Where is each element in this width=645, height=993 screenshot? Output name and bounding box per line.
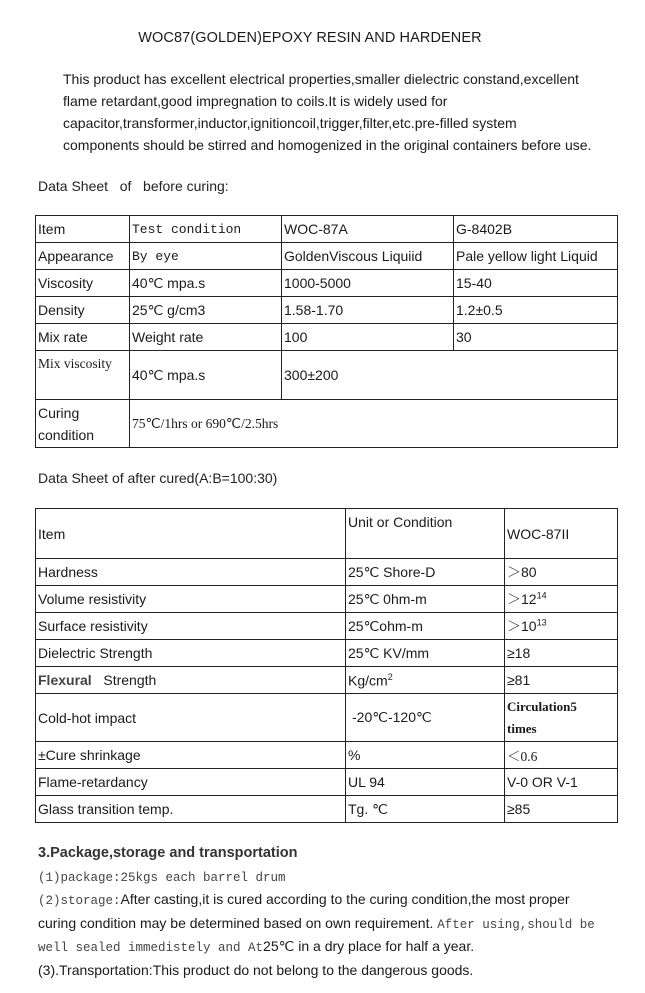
table-cell: ＜0.6: [505, 742, 618, 769]
storage-text-mono: well sealed immedistely and At: [38, 941, 264, 956]
storage-text: 25℃ in a dry place for half a year.: [263, 938, 475, 955]
table-cell: Tg. ℃: [346, 796, 505, 823]
storage-text-mono: After using,should be: [437, 917, 595, 932]
table-row: [36, 694, 618, 742]
table-cell: [505, 586, 618, 613]
table-cell: 25℃ g/cm3: [130, 297, 282, 324]
intro-line: components should be stirred and homogenized in the original containers before use.: [63, 137, 592, 153]
table-cell: Unit or Condition: [346, 509, 505, 559]
value-text: ＞10: [507, 618, 537, 634]
table-cell: 15-40: [454, 270, 618, 297]
after-cured-table: [35, 508, 618, 823]
table-cell: WOC-87II: [505, 509, 618, 559]
table-cell: 40℃ mpa.s: [130, 270, 282, 297]
value-text: ＞12: [507, 591, 537, 607]
table-cell: 25℃ KV/mm: [346, 640, 505, 667]
cell-line: Curing: [38, 404, 80, 421]
after-cured-caption: Data Sheet of after cured(A:B=100:30): [38, 470, 278, 486]
table-cell: GoldenViscous Liquiid: [282, 243, 454, 270]
table-cell: [36, 667, 346, 694]
table-cell: ≥85: [505, 796, 618, 823]
package-section: [38, 843, 628, 982]
table-row: [36, 742, 618, 769]
storage-prefix: (2)storage:: [38, 894, 121, 909]
table-cell: 100: [282, 324, 454, 351]
table-cell: 30: [454, 324, 618, 351]
table-cell: G-8402B: [454, 216, 618, 243]
table-row: [36, 324, 618, 351]
table-row: [36, 297, 618, 324]
table-row: [36, 667, 618, 694]
exponent: 2: [387, 671, 393, 682]
table-cell: ≥81: [505, 667, 618, 694]
table-cell: Hardness: [36, 559, 346, 586]
table-cell: 25℃ohm-m: [346, 613, 505, 640]
cell-line: Circulation5: [507, 698, 577, 714]
table-row: [36, 400, 618, 448]
table-cell: 75℃/1hrs or 690℃/2.5hrs: [130, 400, 618, 448]
table-cell: Mix viscosity: [36, 351, 130, 400]
table-cell: Volume resistivity: [36, 586, 346, 613]
table-row: [36, 613, 618, 640]
table-cell: By eye: [130, 243, 282, 270]
table-cell: UL 94: [346, 769, 505, 796]
table-cell: 25℃ 0hm-m: [346, 586, 505, 613]
storage-line: [38, 936, 628, 960]
table-cell: 1000-5000: [282, 270, 454, 297]
table-cell: Flame-retardancy: [36, 769, 346, 796]
table-header-row: [36, 216, 618, 243]
table-cell: Cold-hot impact: [36, 694, 346, 742]
strength-label: Strength: [103, 672, 157, 688]
flexural-label: Flexural: [38, 672, 92, 688]
table-cell: Weight rate: [130, 324, 282, 351]
table-cell: ±Cure shrinkage: [36, 742, 346, 769]
table-cell: Viscosity: [36, 270, 130, 297]
table-cell: ≥18: [505, 640, 618, 667]
table-cell: [505, 613, 618, 640]
table-row: [36, 243, 618, 270]
table-row: [36, 769, 618, 796]
table-cell: -20℃-120℃: [346, 694, 505, 742]
table-cell: [505, 694, 618, 742]
package-line: (1)package:25kgs each barrel drum: [38, 870, 286, 885]
before-curing-table: [35, 215, 618, 448]
table-row: [36, 796, 618, 823]
table-cell: [346, 667, 505, 694]
table-row: [36, 559, 618, 586]
before-curing-caption: Data Sheet of before curing:: [38, 178, 229, 194]
unit-text: Kg/cm: [348, 672, 388, 689]
table-cell: Glass transition temp.: [36, 796, 346, 823]
table-cell: Item: [36, 509, 346, 559]
cell-line: condition: [38, 426, 95, 443]
table-cell: WOC-87A: [282, 216, 454, 243]
section-heading: 3.Package,storage and transportation: [38, 845, 298, 861]
table-cell: 300±200: [282, 351, 618, 400]
exponent: 14: [536, 590, 547, 601]
table-cell: %: [346, 742, 505, 769]
table-cell: 1.58-1.70: [282, 297, 454, 324]
storage-line: [38, 889, 628, 913]
table-cell: 1.2±0.5: [454, 297, 618, 324]
intro-line: flame retardant,good impregnation to coils.It is widely used for: [63, 93, 448, 109]
table-cell: ＞80: [505, 559, 618, 586]
table-row: [36, 586, 618, 613]
cell-line: times: [507, 720, 537, 736]
table-cell: Surface resistivity: [36, 613, 346, 640]
table-cell: Mix rate: [36, 324, 130, 351]
table-cell: Test condition: [130, 216, 282, 243]
table-cell: [36, 400, 130, 448]
table-cell: Pale yellow light Liquid: [454, 243, 618, 270]
intro-line: capacitor,transformer,inductor,ignitioncoil,trigger,filter,etc.pre-filled system: [63, 115, 517, 131]
table-row: [36, 270, 618, 297]
table-header-row: [36, 509, 618, 559]
table-cell: 25℃ Shore-D: [346, 559, 505, 586]
intro-paragraph: [63, 68, 623, 156]
intro-line: This product has excellent electrical properties,smaller dielectric constand,excellent: [63, 71, 579, 87]
table-cell: 40℃ mpa.s: [130, 351, 282, 400]
table-cell: Appearance: [36, 243, 130, 270]
page-title: WOC87(GOLDEN)EPOXY RESIN AND HARDENER: [138, 30, 482, 46]
storage-text: curing condition may be determined based on own requirement.: [38, 914, 438, 931]
table-row: [36, 640, 618, 667]
transportation-line: (3).Transportation:This product do not belong to the dangerous goods.: [38, 961, 474, 978]
table-cell: Item: [36, 216, 130, 243]
table-cell: Dielectric Strength: [36, 640, 346, 667]
storage-text: After casting,it is cured according to the curing condition,the most proper: [120, 891, 570, 908]
table-cell: Density: [36, 297, 130, 324]
table-cell: V-0 OR V-1: [505, 769, 618, 796]
exponent: 13: [536, 617, 547, 628]
storage-line: [38, 913, 628, 937]
table-row: [36, 351, 618, 400]
